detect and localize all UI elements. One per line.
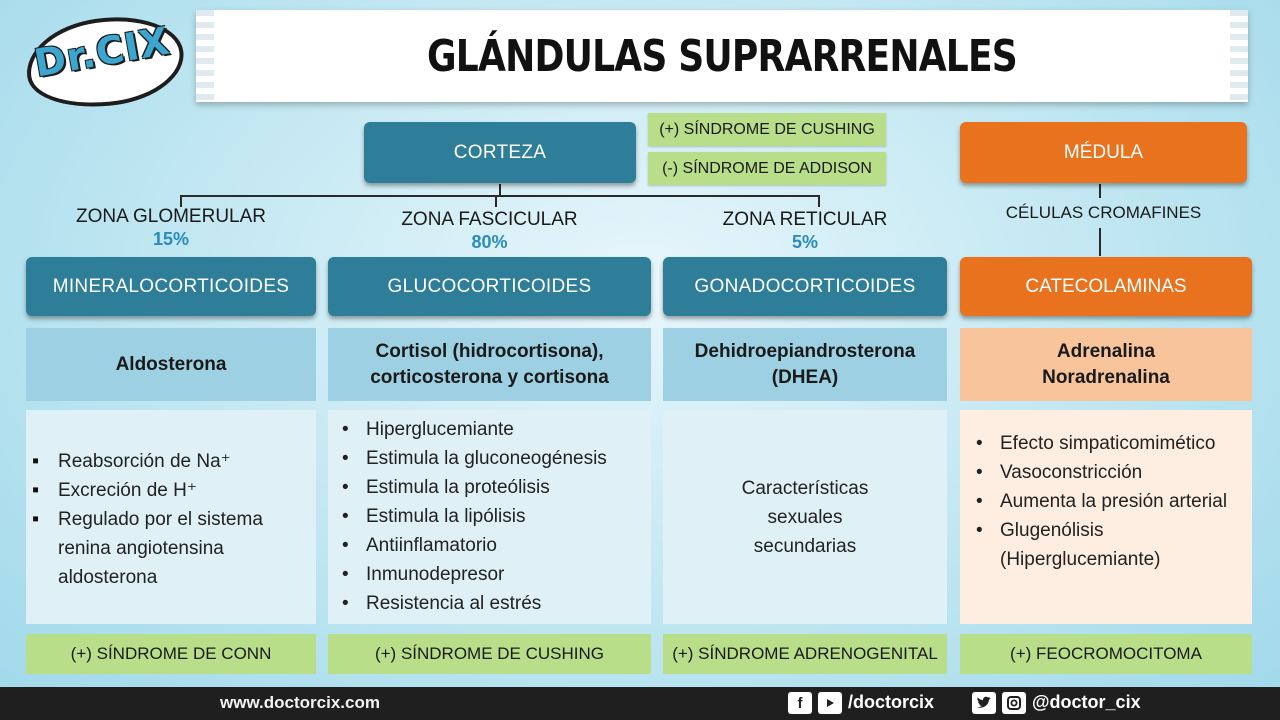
- twitter-icon[interactable]: [972, 692, 996, 714]
- zone-percent: 80%: [471, 232, 508, 252]
- facebook-youtube-handle[interactable]: /doctorcix: [848, 692, 935, 712]
- syndrome-adrenogenital: (+) SÍNDROME ADRENOGENITAL: [663, 634, 947, 674]
- corteza-box: CORTEZA: [364, 122, 636, 183]
- hormone-dhea: Dehidroepiandrosterona (DHEA): [663, 328, 947, 401]
- list-item: • Efecto simpaticomimético: [968, 429, 1246, 458]
- connector-line: [1099, 228, 1101, 256]
- hormone-aldosterona: Aldosterona: [26, 328, 316, 401]
- syndrome-conn: (+) SÍNDROME DE CONN: [26, 634, 316, 674]
- zone-glomerular-label: [26, 206, 316, 250]
- hormone-catecolaminas: [960, 328, 1252, 401]
- instagram-icon[interactable]: [1002, 692, 1026, 714]
- zone-percent: 15%: [152, 229, 190, 249]
- hormone-adrenalina: Adrenalina: [1056, 340, 1156, 362]
- zone-percent: 5%: [791, 232, 818, 252]
- twitter-instagram-handle[interactable]: @doctor_cix: [1032, 692, 1141, 712]
- list-item: ▪ Excreción de H⁺: [26, 476, 306, 505]
- category-catecolaminas: CATECOLAMINAS: [960, 257, 1252, 316]
- list-item: • Estimula la gluconeogénesis: [334, 444, 651, 473]
- category-mineralocorticoides: MINERALOCORTICOIDES: [26, 257, 316, 316]
- connector-line: [495, 195, 497, 207]
- list-item: • Hiperglucemiante: [334, 415, 651, 444]
- effects-list: [334, 415, 651, 618]
- syndrome-cushing: (+) SÍNDROME DE CUSHING: [328, 634, 651, 674]
- banner-edge-left: [196, 10, 214, 102]
- page-title: GLÁNDULAS SUPRARRENALES: [427, 30, 1017, 82]
- effects-list: [968, 429, 1246, 574]
- list-item: • Inmunodepresor: [334, 560, 651, 589]
- list-item: • Resistencia al estrés: [334, 589, 651, 618]
- list-item: • Estimula la proteólisis: [334, 473, 651, 502]
- youtube-icon[interactable]: [818, 692, 842, 714]
- connector-line: [1099, 184, 1101, 198]
- category-gonadocorticoides: GONADOCORTICOIDES: [663, 257, 947, 316]
- effects-gonadocorticoides: Características sexuales secundarias: [663, 410, 947, 624]
- list-item: • Estimula la lipólisis: [334, 502, 651, 531]
- connector-line: [180, 195, 820, 197]
- medula-cells-label: CÉLULAS CROMAFINES: [1005, 203, 1202, 222]
- category-glucocorticoides: GLUCOCORTICOIDES: [328, 257, 651, 316]
- zone-reticular-label: [663, 209, 947, 253]
- medula-box: MÉDULA: [960, 122, 1247, 183]
- list-item: • Aumenta la presión arterial: [968, 487, 1246, 516]
- list-item: • Vasoconstricción: [968, 458, 1246, 487]
- effects-catecolaminas: [960, 410, 1252, 624]
- zone-name: ZONA FASCICULAR: [401, 209, 578, 230]
- hormone-cortisol: Cortisol (hidrocortisona), corticosterona y cortisona: [328, 328, 651, 401]
- facebook-icon[interactable]: f: [788, 692, 812, 714]
- banner-edge-right: [1230, 10, 1248, 102]
- zone-fascicular-label: [328, 209, 651, 253]
- hormone-noradrenalina: Noradrenalina: [1042, 366, 1170, 388]
- effects-glucocorticoides: [328, 410, 651, 624]
- title-banner: [196, 10, 1248, 102]
- website-link[interactable]: www.doctorcix.com: [220, 693, 380, 712]
- list-item: • Antiinflamatorio: [334, 531, 651, 560]
- effects-list: [26, 447, 306, 592]
- list-item: • Glugenólisis (Hiperglucemiante): [968, 516, 1246, 574]
- footer: [0, 687, 1280, 720]
- syndrome-feocromocitoma: (+) FEOCROMOCITOMA: [960, 634, 1252, 674]
- list-item: ▪ Regulado por el sistema renina angiotensina aldosterona: [26, 505, 306, 592]
- logo: [22, 12, 182, 107]
- corteza-tag-addison: (-) SÍNDROME DE ADDISON: [648, 152, 886, 185]
- corteza-tag-cushing: (+) SÍNDROME DE CUSHING: [648, 113, 886, 146]
- effects-mineralocorticoides: [26, 410, 316, 624]
- connector-line: [818, 195, 820, 207]
- zone-name: ZONA RETICULAR: [722, 209, 888, 230]
- logo-text: Dr.CIX: [30, 18, 174, 86]
- zone-name: ZONA GLOMERULAR: [75, 206, 267, 227]
- list-item: ▪ Reabsorción de Na⁺: [26, 447, 306, 476]
